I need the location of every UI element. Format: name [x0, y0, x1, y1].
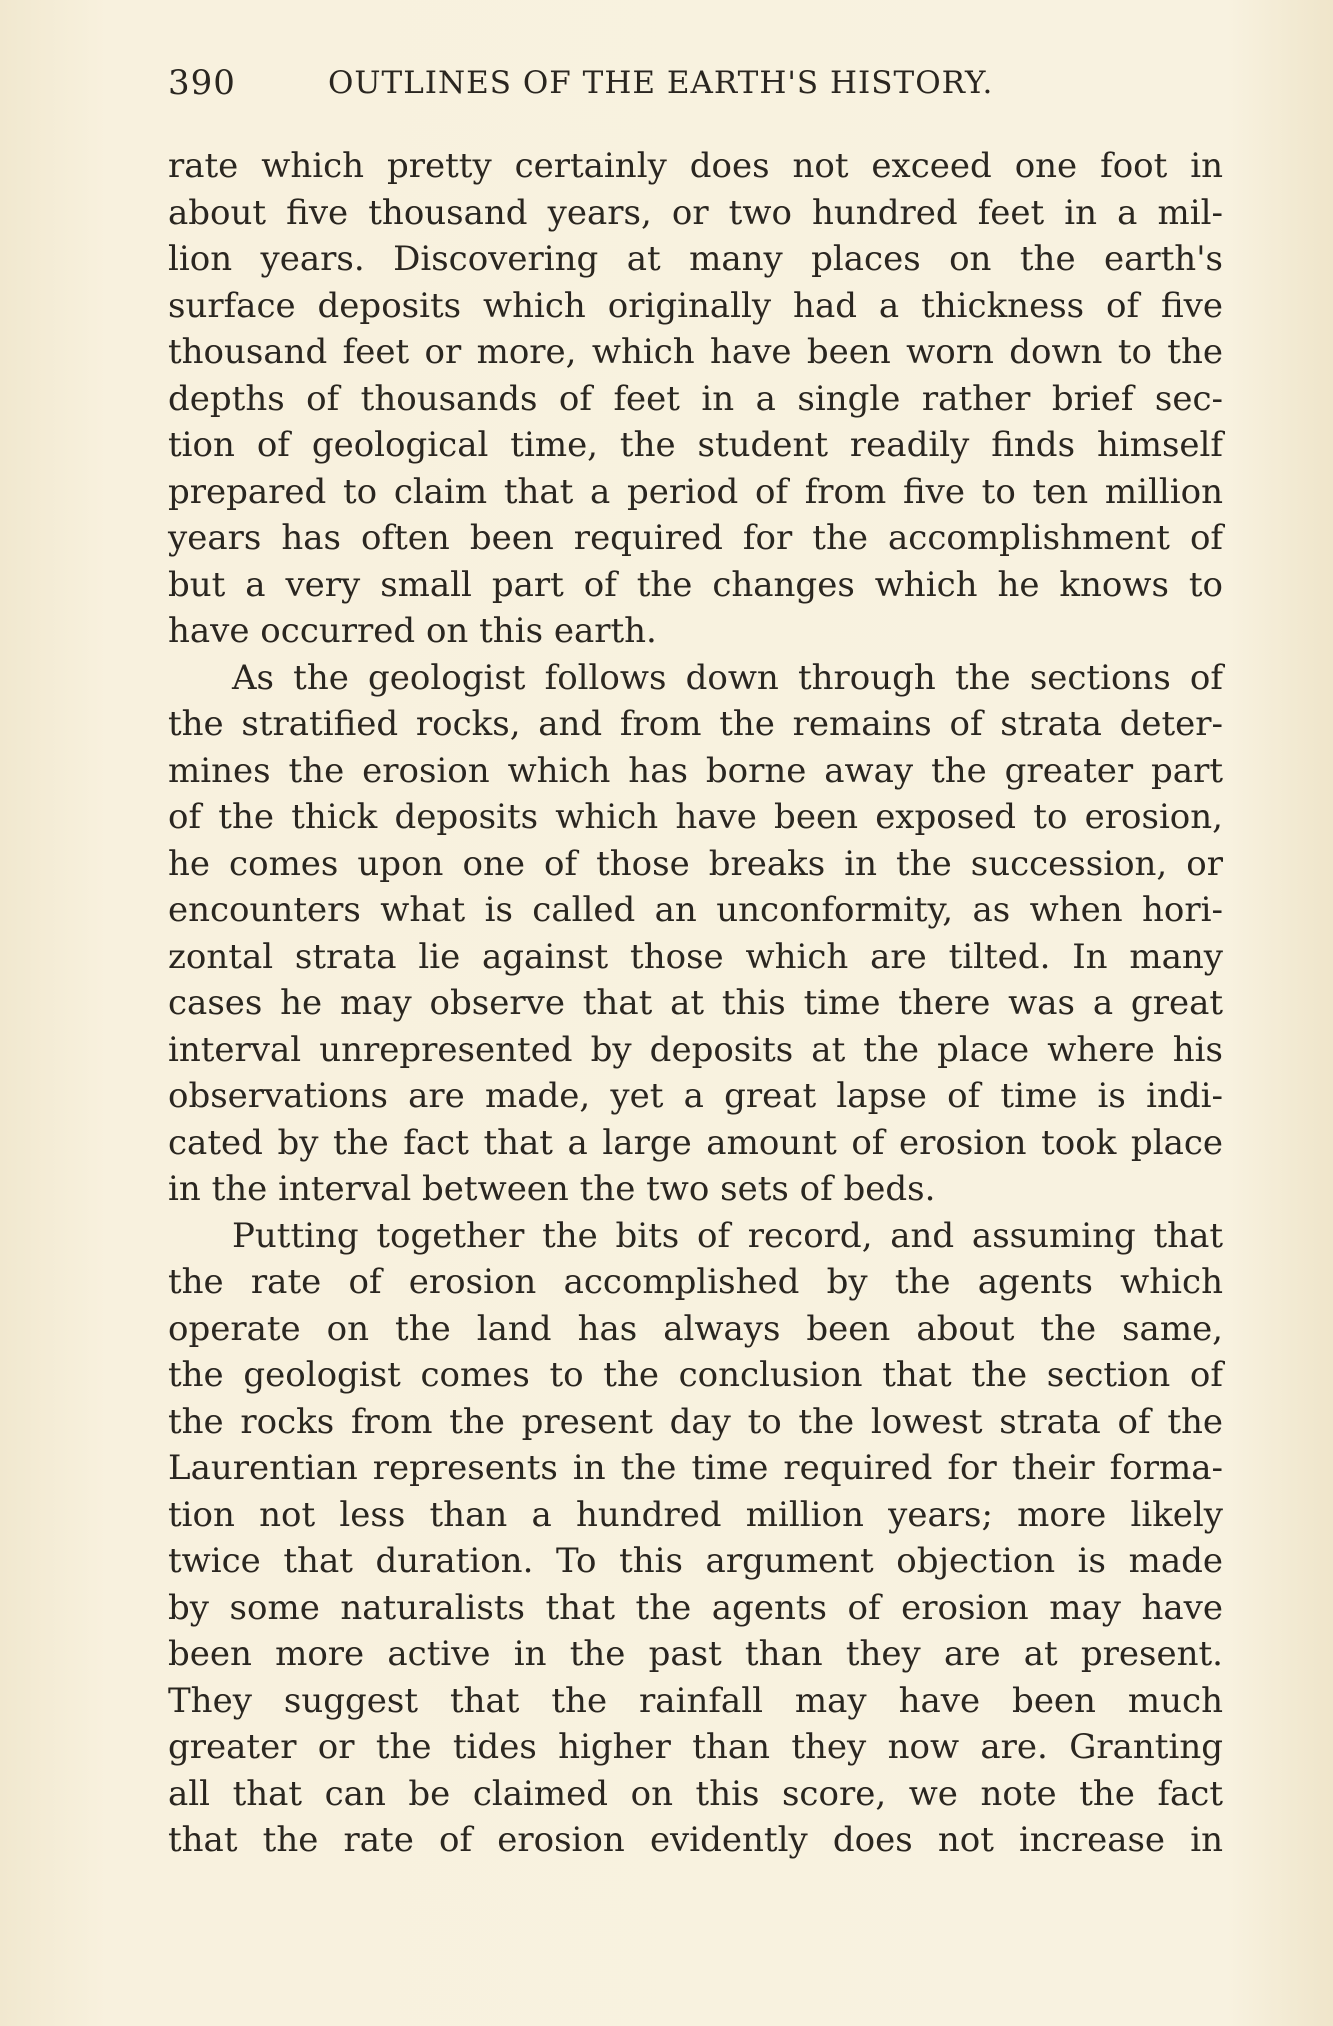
text-line: but a very small part of the changes which he knows to [168, 564, 1223, 605]
text-line: lion years. Discovering at many places on the earth's [168, 239, 1223, 279]
text-line: rate which pretty certainly does not exceed one foot in [168, 146, 1223, 186]
text-line: encounters what is called an unconformity, as when hori- [168, 890, 1223, 930]
text-line: operate on the land has always been about the same, [168, 1308, 1223, 1349]
page-number: 390 [168, 63, 236, 103]
running-title: OUTLINES OF THE EARTH'S HISTORY. [328, 65, 994, 101]
body-text [168, 143, 1223, 1864]
text-line: by some naturalists that the agents of erosion may have [168, 1587, 1223, 1628]
text-line: cases he may observe that at this time there was a great [168, 983, 1223, 1023]
text-line: years has often been required for the accomplishment of [168, 518, 1223, 558]
text-line: They suggest that the rainfall may have been much [168, 1680, 1223, 1721]
text-line: the rocks from the present day to the lowest strata of the [168, 1401, 1223, 1442]
text-line: of the thick deposits which have been exposed to erosion, [168, 797, 1223, 837]
text-line: tion not less than a hundred million years; more likely [168, 1494, 1223, 1535]
text-line: all that can be claimed on this score, we note the fact [168, 1773, 1223, 1814]
text-line: Laurentian represents in the time required for their forma- [168, 1448, 1223, 1488]
text-line: interval unrepresented by deposits at the place where his [168, 1029, 1223, 1070]
text-line: the rate of erosion accomplished by the agents which [168, 1262, 1223, 1302]
text-line: observations are made, yet a great lapse of time is indi- [168, 1076, 1223, 1116]
text-line: have occurred on this earth. [168, 611, 657, 651]
text-line: mines the erosion which has borne away the greater part [168, 750, 1223, 791]
text-line: in the interval between the two sets of beds. [168, 1169, 936, 1209]
text-line: Putting together the bits of record, and assuming that [232, 1215, 1223, 1256]
text-line: zontal strata lie against those which are tilted. In many [168, 936, 1223, 977]
text-line: prepared to claim that a period of from five to ten million [168, 471, 1223, 512]
text-line: depths of thousands of feet in a single rather brief sec- [168, 378, 1223, 419]
text-line: he comes upon one of those breaks in the succession, or [168, 843, 1223, 884]
text-line: the stratified rocks, and from the remains of strata deter- [168, 704, 1223, 744]
text-line: thousand feet or more, which have been worn down to the [168, 332, 1223, 372]
text-line: about five thousand years, or two hundred feet in a mil- [168, 192, 1223, 233]
page-header [168, 58, 1168, 108]
text-line: cated by the fact that a large amount of erosion took place [168, 1122, 1223, 1163]
text-line: tion of geological time, the student readily finds himself [168, 425, 1223, 465]
text-line: greater or the tides higher than they now are. Granting [168, 1727, 1223, 1767]
text-line: been more active in the past than they are at present. [168, 1634, 1223, 1674]
text-line: surface deposits which originally had a thickness of five [168, 285, 1223, 326]
text-line: As the geologist follows down through the sections of [232, 657, 1223, 698]
text-line: twice that duration. To this argument objection is made [168, 1541, 1223, 1581]
text-line: the geologist comes to the conclusion that the section of [168, 1355, 1223, 1395]
text-line: that the rate of erosion evidently does not increase in [168, 1820, 1223, 1860]
